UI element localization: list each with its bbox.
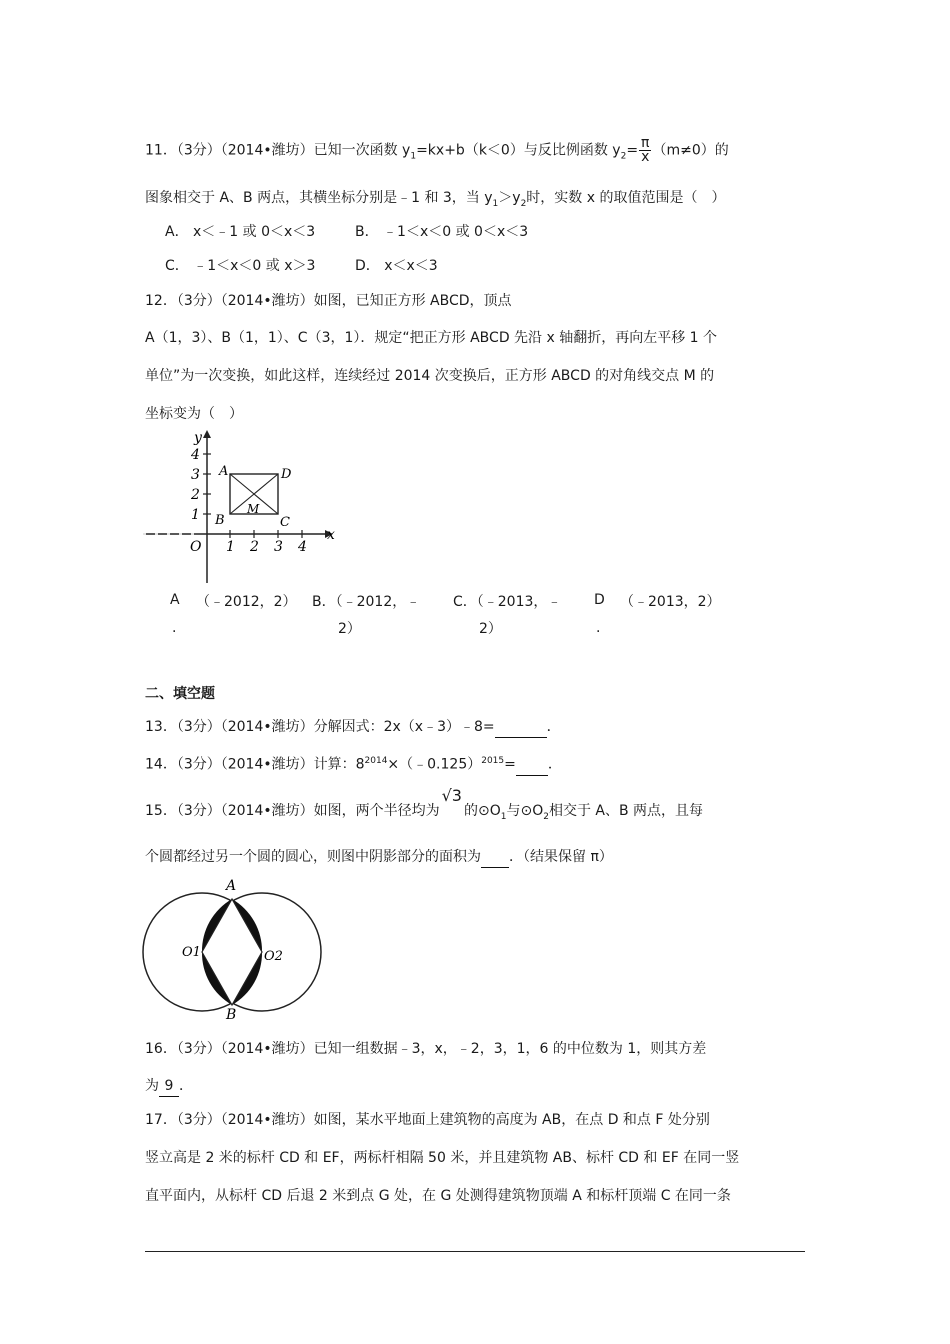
q12-option-a-dot: . <box>172 620 177 636</box>
q12-line4: 坐标变为（ ） <box>145 406 243 422</box>
q11-frac-den: x <box>641 149 650 165</box>
q12-option-c-cont: 2） <box>479 621 502 637</box>
point-b-label: B <box>215 513 225 528</box>
q11-line2 <box>145 188 725 214</box>
q11-option-d[interactable]: D． x＜x＜3 <box>355 258 438 274</box>
q15-sub2: 2 <box>543 811 549 822</box>
q11-text-c: （m≠0）的 <box>652 142 729 159</box>
y-label-4: 4 <box>191 447 200 463</box>
q13-line <box>145 717 561 738</box>
y-axis-arrow <box>203 430 211 438</box>
q11-line2-b: ＞y <box>498 190 521 206</box>
q12-option-a-text[interactable]: （﹣2012，2） <box>196 594 297 610</box>
section-fill-in-title: 二、填空题 <box>145 686 215 702</box>
q12-option-d-label[interactable]: D <box>594 592 605 608</box>
q14-text-b: ×（﹣0.125） <box>387 756 482 773</box>
label-o2: O2 <box>264 949 283 964</box>
q15-answer-blank[interactable] <box>481 847 509 868</box>
footer-rule <box>145 1251 805 1252</box>
x-label-3: 3 <box>274 539 283 555</box>
q15-text-b: 的⊙O <box>463 803 501 819</box>
q11-frac-num: π <box>641 135 650 151</box>
q15-sub1: 1 <box>500 811 507 822</box>
q11-text-b: =kx+b（k＜0）与反比例函数 y <box>416 142 621 159</box>
q11-option-b[interactable]: B． ﹣1＜x＜0 或 0＜x＜3 <box>355 224 529 240</box>
q14-text-a: 14．（3分）（2014•潍坊）计算：8 <box>145 756 365 773</box>
q16-line2-end: ． <box>179 1078 193 1094</box>
q11-sub1: 1 <box>410 151 417 162</box>
q15-text-d: 相交于 A、B 两点，且每 <box>548 803 704 819</box>
q14-exp2: 2015 <box>481 756 505 766</box>
q12-line3: 单位”为一次变换，如此这样，连续经过 2014 次变换后，正方形 ABCD 的对角线交点 M 的 <box>145 368 715 384</box>
q16-line1: 16．（3分）（2014•潍坊）已知一组数据﹣3，x，﹣2，3，1，6 的中位数为 1，则其方差 <box>145 1041 707 1057</box>
y-label-2: 2 <box>191 487 200 503</box>
label-o1: O1 <box>182 945 201 960</box>
q12-option-b-cont: 2） <box>338 621 361 637</box>
q15-line2 <box>145 847 613 868</box>
x-label-1: 1 <box>226 539 235 555</box>
point-a-label: A <box>219 464 229 479</box>
q13-end: ． <box>546 719 561 735</box>
q12-option-b-text[interactable]: B．（﹣2012，﹣ <box>312 594 421 610</box>
q12-option-c-text[interactable]: C．（﹣2013，﹣ <box>453 594 562 610</box>
q11-line2-sub2: 2 <box>520 198 527 209</box>
y-label-1: 1 <box>191 507 200 523</box>
q11-line2-c: 时，实数 x 的取值范围是（ ） <box>526 190 726 206</box>
y-axis-label: y <box>194 430 202 446</box>
x-axis-label: x <box>327 527 335 543</box>
point-m-label: M <box>247 502 260 516</box>
q16-line2-a: 为 <box>145 1078 159 1094</box>
label-a: A <box>226 878 237 894</box>
q14-text-c: = <box>504 756 516 773</box>
q15-text-c: 与⊙O <box>506 803 544 819</box>
q16-line2 <box>145 1076 193 1097</box>
q11-line2-a: 图象相交于 A、B 两点，其横坐标分别是﹣1 和 3，当 y <box>145 190 493 206</box>
q17-line2: 竖立高是 2 米的标杆 CD 和 EF，两标杆相隔 50 米，并且建筑物 AB、标杆 CD 和 EF 在同一竖 <box>145 1150 740 1166</box>
q14-answer-blank[interactable] <box>516 755 548 776</box>
q12-line1: 12．（3分）（2014•潍坊）如图，已知正方形 ABCD，顶点 <box>145 293 512 309</box>
q11-option-c[interactable]: C． ﹣1＜x＜0 或 x＞3 <box>165 258 316 274</box>
q14-end: ． <box>547 756 562 773</box>
y-label-3: 3 <box>191 467 200 483</box>
q12-option-d-text[interactable]: （﹣2013，2） <box>620 594 721 610</box>
q14-line <box>145 751 562 776</box>
q11-line1 <box>145 137 729 166</box>
x-label-4: 4 <box>298 539 307 555</box>
q12-line2: A（1，3）、B（1，1）、C（3，1）．规定“把正方形 ABCD 先沿 x 轴翻折，再向左平移 1 个 <box>145 330 718 346</box>
q15-radical: √3 <box>441 786 462 805</box>
origin-label: O <box>190 539 202 555</box>
q11-fraction <box>639 137 651 164</box>
q11-line2-sub1: 1 <box>492 198 499 209</box>
x-label-2: 2 <box>250 539 259 555</box>
q15-line1 <box>145 786 704 827</box>
q13-answer-blank[interactable] <box>495 717 547 738</box>
point-c-label: C <box>280 515 290 530</box>
q11-eq: = <box>626 142 639 159</box>
q17-line1: 17．（3分）（2014•潍坊）如图，某水平地面上建筑物的高度为 AB，在点 D 和点 F 处分别 <box>145 1112 710 1128</box>
q14-exp1: 2014 <box>364 756 388 766</box>
q12-coordinate-figure <box>140 428 345 588</box>
q16-answer[interactable]: 9 <box>159 1076 179 1097</box>
q15-circles-figure <box>140 876 330 1024</box>
q11-option-a[interactable]: A． x＜﹣1 或 0＜x＜3 <box>165 224 316 240</box>
q12-option-a-label[interactable]: A <box>170 592 180 608</box>
q15-line2-text: 个圆都经过另一个圆的圆心，则图中阴影部分的面积为 <box>145 849 481 865</box>
q13-text: 13．（3分）（2014•潍坊）分解因式：2x（x﹣3）﹣8= <box>145 719 495 735</box>
rhombus-ao1bo2 <box>202 899 262 1005</box>
q15-line2-end: ．（结果保留 π） <box>509 849 613 865</box>
point-d-label: D <box>281 467 292 482</box>
label-b: B <box>226 1007 237 1023</box>
q17-line3: 直平面内，从标杆 CD 后退 2 米到点 G 处，在 G 处测得建筑物顶端 A 和标杆顶端 C 在同一条 <box>145 1188 731 1204</box>
q11-sub2: 2 <box>620 151 627 162</box>
q11-text-a: 11．（3分）（2014•潍坊）已知一次函数 y <box>145 142 411 159</box>
q12-option-d-dot: . <box>596 620 601 636</box>
q15-text-a: 15．（3分）（2014•潍坊）如图，两个半径均为 <box>145 803 440 819</box>
